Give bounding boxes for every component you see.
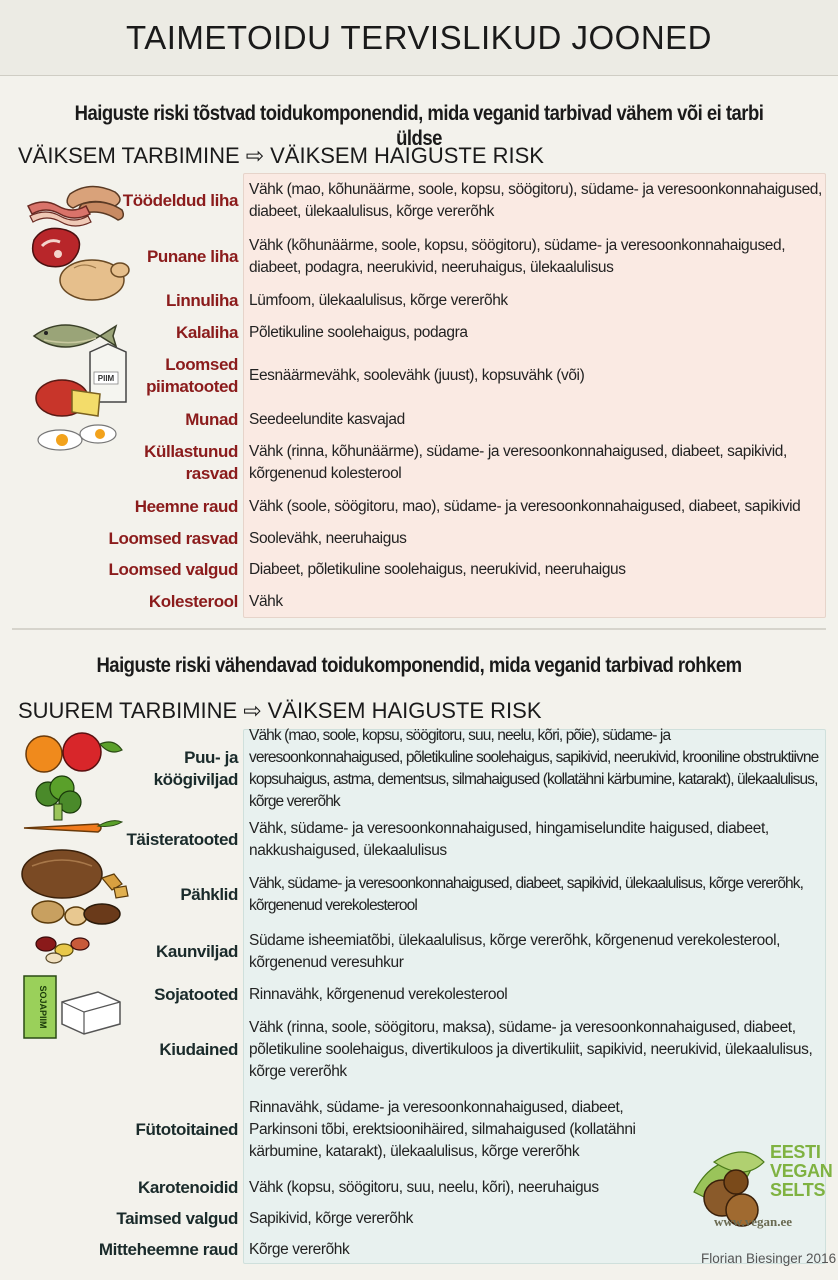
soy-milk-icon [24, 976, 56, 1038]
row-desc: Rinnavähk, südame- ja veresoonkonnahaigused, diabeet, Parkinsoni tõbi, erektsioonihäired, silmahaigused (kollatähni kärbumine, katarakt), ülekaalulisus, kõrge vererõhk [249, 1099, 636, 1160]
section1-subhead [18, 143, 544, 169]
eggs-icon [38, 425, 116, 450]
row-desc: Kõrge vererõhk [249, 1241, 350, 1258]
carrot-icon [24, 821, 122, 832]
table-row [0, 558, 838, 582]
row-desc: Vähk (kopsu, söögitoru, suu, neelu, kõri), neeruhaigus [249, 1179, 599, 1196]
row-desc: Diabeet, põletikuline soolehaigus, neerukivid, neeruhaigus [249, 561, 626, 578]
row-desc: Eesnäärmevähk, soolevähk (juust), kopsuvähk (või) [249, 367, 585, 384]
milk-carton-text: PIIM [97, 374, 115, 383]
beans-icon [36, 937, 89, 963]
row-label: Heemne raud [134, 497, 238, 516]
author-credit: Florian Biesinger 2016 [701, 1251, 837, 1266]
row-desc: Vähk (kõhunäärme, soole, kopsu, söögitoru), südame- ja veresoonkonnahaigused, diabeet, podagra, neerukivid, neeruhaigus, ülekaalulisus [249, 237, 786, 276]
row-label: Punane liha [146, 247, 238, 266]
orange-icon [26, 736, 62, 772]
table-row [0, 527, 838, 551]
row-label: Küllastunud rasvad [144, 442, 238, 483]
arrow-icon: ⇨ [243, 698, 262, 723]
section1-subhead-left: VÄIKSEM TARBIMINE [18, 143, 240, 168]
row-label: Taimsed valgud [116, 1209, 238, 1228]
logo-wordmark [770, 1143, 833, 1200]
row-desc: Sapikivid, kõrge vererõhk [249, 1210, 414, 1227]
row-label: Loomsed valgud [108, 560, 238, 579]
row-label: Loomsed piimatooted [146, 355, 238, 396]
soy-carton-text: SOJAPIIM [38, 985, 48, 1029]
nuts-icon [32, 901, 120, 925]
row-label: Kiudained [159, 1040, 238, 1059]
row-desc: Vähk, südame- ja veresoonkonnahaigused, diabeet, sapikivid, ülekaalulisus, kõrge vererõhk, kõrgenenud verekolesterool [249, 875, 804, 914]
row-desc: Vähk [249, 593, 283, 610]
row-label: Munad [185, 410, 238, 429]
table-row [0, 495, 838, 519]
row-label: Töödeldud liha [122, 191, 238, 210]
tofu-icon [62, 992, 120, 1034]
row-desc: Soolevähk, neeruhaigus [249, 530, 407, 547]
row-label: Kalaliha [176, 323, 238, 342]
row-label: Fütotoitained [135, 1120, 238, 1139]
row-desc: Vähk (rinna, soole, söögitoru, maksa), südame- ja veresoonkonnahaigused, diabeet, põletikuline soolehaigus, divertikuloos ja divertikuliit, sapikivid, neerukivid, ülekaalulisus, kõrge vererõhk [249, 1019, 813, 1080]
website-link[interactable]: www.vegan.ee [714, 1214, 792, 1229]
row-desc: Vähk (soole, söögitoru, mao), südame- ja veresoonkonnahaigused, diabeet, sapikivid [249, 498, 801, 515]
row-desc: Vähk (mao, soole, kopsu, söögitoru, suu, neelu, kõri, põie), südame- ja veresoonkonnahaigused, põletikuline soolehaigus, sapikivid, neerukivid, krooniline obstruktiivne kopsuhaigus, astma, dementsus, silmahaigused (kollatähni kärbumine, katarakt), ülekaalulisus, kõrge vererõhk [249, 727, 819, 810]
fish-icon [34, 325, 116, 347]
section2-heading: Haiguste riski vähendavad toidukomponendid, mida veganid tarbivad rohkem [96, 653, 742, 677]
row-desc: Rinnavähk, kõrgenenud verekolesterool [249, 986, 508, 1003]
row-label: Pähklid [180, 885, 238, 904]
logo-line2: VEGAN [770, 1161, 833, 1181]
title-bar [0, 0, 838, 76]
row-desc: Vähk (rinna, kõhunäärme), südame- ja veresoonkonnahaigused, diabeet, sapikivid, kõrgenenud kolesterool [249, 443, 787, 482]
row-desc: Põletikuline soolehaigus, podagra [249, 324, 468, 341]
chicken-icon [60, 260, 129, 300]
row-label: Linnuliha [166, 291, 238, 310]
section-divider [12, 628, 826, 630]
section2-subhead [18, 698, 542, 724]
red-meat-icon [33, 228, 80, 266]
bread-icon [22, 850, 128, 898]
section2-subhead-left: SUUREM TARBIMINE [18, 698, 238, 723]
row-desc: Südame isheemiatõbi, ülekaalulisus, kõrge vererõhk, kõrgenenud verekolesterool, kõrgenenud veresuhkur [249, 932, 781, 971]
row-desc: Vähk, südame- ja veresoonkonnahaigused, hingamiselundite haigused, diabeet, nakkushaigused, ülekaalulisus [249, 820, 769, 859]
animal-foods-illustration [22, 176, 137, 456]
row-desc: Seedeelundite kasvajad [249, 411, 405, 428]
row-label: Täisteratooted [126, 830, 238, 849]
section1-subhead-right: VÄIKSEM HAIGUSTE RISK [270, 143, 544, 168]
plant-foods-illustration [18, 732, 133, 1052]
row-label: Loomsed rasvad [108, 529, 238, 548]
section2-subhead-right: VÄIKSEM HAIGUSTE RISK [267, 698, 542, 723]
arrow-icon: ⇨ [245, 143, 265, 168]
row-label: Mitteheemne raud [98, 1240, 238, 1259]
row-label: Kolesterool [148, 592, 238, 611]
page-title: TAIMETOIDU TERVISLIKUD JOONED [126, 18, 712, 56]
row-label: Sojatooted [154, 985, 238, 1004]
table-row [0, 590, 838, 614]
apple-icon [63, 733, 122, 771]
row-label: Kaunviljad [156, 942, 238, 961]
logo-line3: SELTS [770, 1180, 826, 1200]
row-desc: Vähk (mao, kõhunäärme, soole, kopsu, söögitoru), südame- ja veresoonkonnahaigused, diabeet, ülekaalulisus, kõrge vererõhk [249, 181, 822, 220]
broccoli-icon [36, 776, 81, 820]
logo-line1: EESTI [770, 1142, 821, 1162]
row-label: Puu- ja köögiviljad [153, 748, 238, 789]
row-desc: Lümfoom, ülekaalulisus, kõrge vererõhk [249, 292, 508, 309]
row-label: Karotenoidid [137, 1178, 238, 1197]
section1-heading: Haiguste riski tõstvad toidukomponendid, mida veganid tarbivad vähem või ei tarbi üldse [74, 101, 764, 150]
